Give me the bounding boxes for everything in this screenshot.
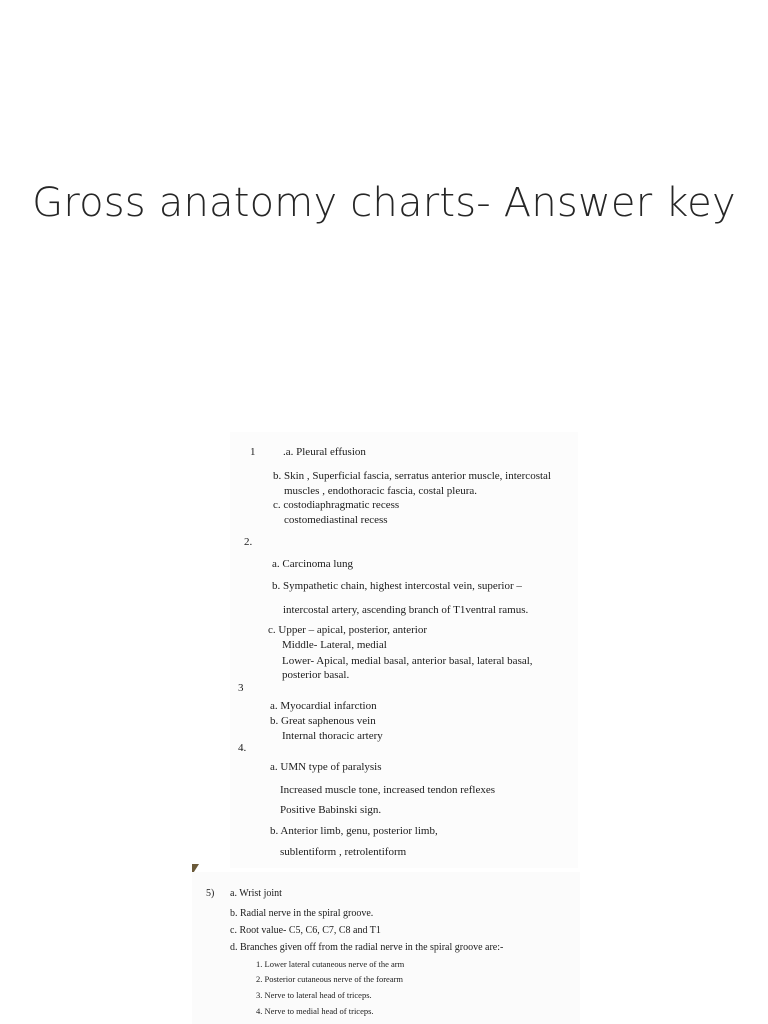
answer-line: a. Wrist joint: [230, 888, 282, 899]
slide-title: Gross anatomy charts- Answer key: [32, 180, 736, 226]
question-number: 4.: [238, 742, 247, 754]
answer-line: Lower- Apical, medial basal, anterior basal, lateral basal,: [282, 655, 533, 667]
answer-line: b. Skin , Superficial fascia, serratus anterior muscle, intercostal: [273, 470, 551, 482]
answer-line: sublentiform , retrolentiform: [280, 846, 407, 858]
answer-line: d. Branches given off from the radial nerve in the spiral groove are:-: [230, 942, 504, 953]
answer-line: Increased muscle tone, increased tendon reflexes: [280, 784, 496, 796]
question-number: 1: [250, 446, 256, 458]
list-item: 2. Posterior cutaneous nerve of the forearm: [256, 974, 404, 984]
answer-line: posterior basal.: [282, 669, 350, 681]
answer-line: c. costodiaphragmatic recess: [273, 499, 400, 511]
answer-line: b. Radial nerve in the spiral groove.: [230, 908, 374, 919]
question-number: 2.: [244, 536, 253, 548]
answer-line: Middle- Lateral, medial: [282, 639, 387, 651]
answer-line: c. Upper – apical, posterior, anterior: [268, 624, 427, 636]
answer-line: muscles , endothoracic fascia, costal pleura.: [284, 485, 478, 497]
answer-line: intercostal artery, ascending branch of T1ventral ramus.: [283, 604, 529, 616]
answer-line: Positive Babinski sign.: [280, 804, 382, 816]
answer-line: a. Carcinoma lung: [272, 558, 353, 570]
answer-line: c. Root value- C5, C6, C7, C8 and T1: [230, 925, 381, 936]
question-number: 3: [238, 682, 244, 694]
scanned-answer-page-2: [192, 872, 580, 1024]
answer-line: b. Great saphenous vein: [270, 715, 376, 727]
list-item: 3. Nerve to lateral head of triceps.: [256, 990, 372, 1000]
scanned-answer-page-1: [230, 432, 578, 868]
question-number: 5): [206, 888, 215, 899]
answer-line: a. UMN type of paralysis: [270, 761, 382, 773]
answer-line: b. Sympathetic chain, highest intercostal vein, superior –: [272, 580, 522, 592]
answer-line: a. Myocardial infarction: [270, 700, 377, 712]
answer-line: b. Anterior limb, genu, posterior limb,: [270, 825, 438, 837]
answer-line: Internal thoracic artery: [282, 730, 383, 742]
list-item: 1. Lower lateral cutaneous nerve of the arm: [256, 959, 405, 969]
list-item: 4. Nerve to medial head of triceps.: [256, 1006, 374, 1016]
answer-line: costomediastinal recess: [284, 514, 388, 526]
answer-line: .a. Pleural effusion: [283, 446, 366, 458]
